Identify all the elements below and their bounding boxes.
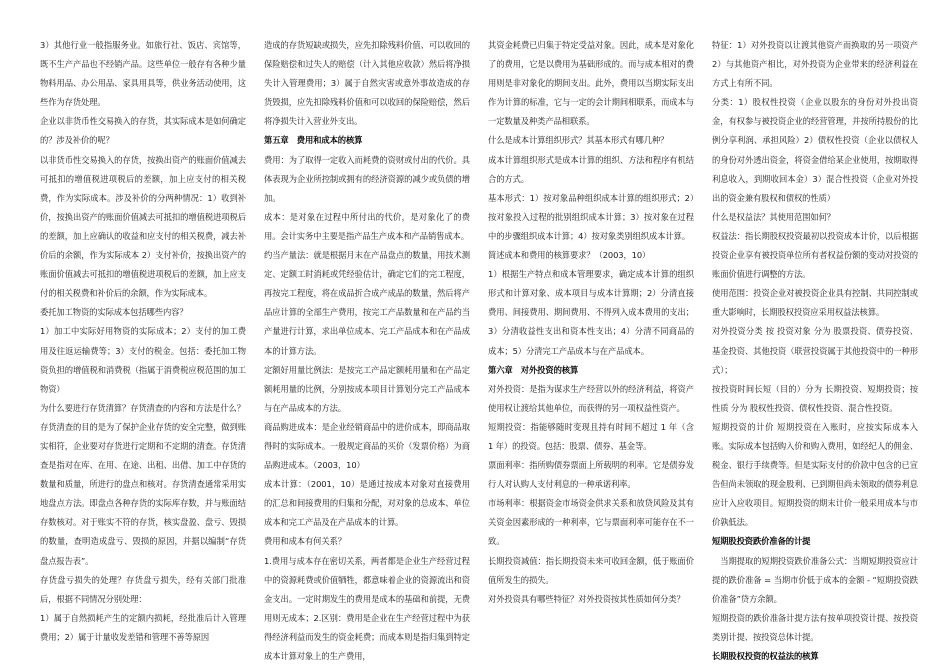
paragraph: 存货盘亏损失的处理？存货盘亏损失，经有关部门批准后，根据不同情况分别处理： [40,574,246,604]
paragraph: 对外投资具有哪些特征？对外投资按其性质如何分类？ [488,593,685,604]
paragraph: 按投资时间长短（目的）分为 长期投资、短期投资；按性质 分为 股权性投资、债权性投资、混合性投资。 [712,383,918,413]
paragraph: 1）根据生产特点和成本管理要求，确定成本计算的组织形式和计算对象、成本项目与成本计算期；2）分清直接费用、间接费用、期间费用、不得列入成本费用的支出；3）分清收益性支出和资本性支出；4）分清不同商品的成本；5）分清完工产品成本与在产品成本。 [488,269,694,356]
paragraph: 费用：为了取得一定收入而耗费的资财或付出的代价。具体表现为企业所控制或拥有的经济资源的减少或负债的增加。 [264,154,470,203]
paragraph: 权益法：指长期股权投资最初以投资成本计价，以后根据投资企业享有被投资单位所有者权益份额的变动对投资的账面价值进行调整的方法。 [712,230,918,280]
paragraph: 短期投资的计价 短期投资在入账时，应按实际成本入账。实际成本包括购入价和购入费用，如经纪人的佣金、税金、银行手续费等。但是实际支付的价款中包含的已宣告但尚未领取的现金股利、已到期但尚未领取的债券利息应计入应收项目。短期投资的期末计价一般采用成本与市价孰低法。 [712,421,918,528]
paragraph: 1）属于自然损耗产生的定额内损耗，经批准后计入管理费用；2）属于计量收发差错和管理不善等原因 [40,612,246,642]
paragraph: 约当产量法：就是根据月末在产品盘点的数量，用技术测定、定额工时消耗或凭经验估计，确定它们的完工程度，再按完工程度，将在成品折合成产成品的数量，然后将产品应计算的全部生产费用，按完工产品数量和在产品约当产量进行计算，求出单位成本、完工产品成本和在产品成本的计算方法。 [264,250,470,356]
section-heading: 第五章 费用和成本的核算 [264,135,363,146]
paragraph: 基本形式：1）按对象品种组织成本计算的组织形式；2）按对象投入过程的批别组织成本计算；3）按对象在过程中的步骤组织成本计算；4）按对象类别组织成本计算。 [488,192,694,241]
paragraph: 当期提取的短期投资跌价准备公式：当期短期投资应计提的跌价准备 = 当期市价低于成本的金额 - “短期投资跌价准备”贷方余额。 [712,555,918,604]
paragraph: 长期投资减值：指长期投资未来可收回金额，低于账面价值所发生的损失。 [488,555,694,585]
text-column-3 [488,36,694,666]
paragraph: 费用和成本有何关系？ [264,536,346,547]
text-column-2 [264,36,470,666]
section-heading: 长期股权投资的权益法的核算 [712,651,819,661]
paragraph: 对外投资：是指为谋求生产经营以外的经济利益，将资产使用权让渡给其他单位，而获得的另一项权益性资产。 [488,383,694,413]
paragraph: 3）其他行业一般指服务业。如旅行社、饭店、宾馆等，既不生产产品也不经销产品。这些单位一般存有各种少量物料用品、办公用品、家具用具等，供业务活动使用，这些作为存货处理。 [40,40,246,108]
paragraph: 1）加工中实际好用物资的实际成本；2）支付的加工费用及往返运输费等；3）支付的税金。包括：委托加工物资负担的增值税和消费税（指属于消费税应税范围的加工物资） [40,326,246,394]
paragraph: 票面利率：指所购债券票面上所载明的利率。它是债券发行人对认购人支付利息的一种承诺利率。 [488,460,694,490]
paragraph: 定额好用量比例法：是按完工产品定额耗用量和在产品定额耗用量的比例，分别按成本项目计算划分完工产品成本与在产品成本的方法。 [264,364,470,413]
paragraph: 对外投资分类 按 投资对象 分为 股票投资、债券投资、基金投资、其他投资（联营投资属于其他投资中的一种形式）； [712,326,918,375]
paragraph: 以非货币性交易换入的存货，按换出资产的账面价值减去可抵扣的增值税进项税后的差额，加上应支付的相关税费，作为实际成本。涉及补价的分两种情况：1）收到补价，按换出资产的账面价值减去可抵扣的增值税进项税后的差额，加上应确认的收益和应支付的相关税费，减去补价后的余额，作为实际成本 2）支付补价，按换出资产的账面价值减去可抵扣的增值税进项税后的差额，加上应支付的相关税费和补价后的余额，作为实际成本。 [40,154,246,299]
paragraph: 其资金耗费已归集于特定受益对象。因此，成本是对象化了的费用，它是以费用为基础形成的。而与成本相对的费用则是非对象化的期间支出。此外，费用以当期实际支出作为计算的标准，它与一定的会计期间相联系，而成本与一定数量及种类产品相联系。 [488,40,694,127]
paragraph: 市场利率：根据资金市场资金供求关系和放贷风险及其有关资金因素形成的一种利率，它与票面利率可能存在不一致。 [488,498,694,547]
paragraph: 1.费用与成本存在密切关系，两者都是企业生产经营过程中的资源耗费或价值牺牲，都意味着企业的资源流出和资金支出。一定时期发生的费用是成本的基础和前提，无费用则无成本；2.区别：费用是企业在生产经营过程中为获得经济利益而发生的资金耗费；而成本则是指归集到特定成本计算对象上的生产费用， [264,555,470,661]
paragraph: 特征：1）对外投资以让渡其他资产而换取的另一项资产 2）与其他资产相比，对外投资为企业带来的经济利益在方式上有所不同。 [712,40,918,89]
paragraph: 成本计算：（2001，10）是通过按成本对象对直接费用的汇总和间接费用的归集和分配，对对象的总成本、单位成本和完工产品及在产品成本的计算。 [264,479,470,528]
text-column-4 [712,36,918,666]
paragraph: 使用范围：投资企业对被投资企业具有控制、共同控制或重大影响时，长期股权投资应采用权益法核算。 [712,288,918,318]
paragraph: 短期投资：指能够随时变现且持有时间不超过 1 年（含 1 年）的投资。包括：股票、债券、基金等。 [488,421,694,451]
section-heading: 第六章 对外投资的核算 [488,364,579,375]
paragraph: 造成的存货短缺或损失，应先扣除残料价值、可以收回的保险赔偿和过失人的赔偿（计入其他应收款）然后将净损失计入管理费用；3）属于自然灾害或意外事故造成的存货毁损，应先扣除残料价值和可以收回的保险赔偿，然后将净损失计入营业外支出。 [264,40,470,127]
section-heading: 短期股投资跌价准备的计提 [712,536,811,547]
paragraph: 企业以非货币性交易换入的存货，其实际成本是如何确定的？涉及补价的呢？ [40,116,246,146]
paragraph: 成本：是对象在过程中所付出的代价，是对象化了的费用。会计实务中主要是指产品生产成本和产品销售成本。 [264,211,470,241]
paragraph: 分类：1）股权性投资（企业以股东的身份对外投出资金，有权参与被投资企业的经营管理，并按所持股份的比例分享利润、承担风险）2）债权性投资（企业以债权人的身份对外透出资金，将资金借给某企业使用，按期取得利息收入，到期收回本金）3）混合性投资（企业对外投出的资金兼有股权和债权的性质） [712,97,918,203]
paragraph: 存货清查的目的是为了保护企业存货的安全完整，做到账实相符，企业要对存货进行定期和不定期的清查。存货清查是指对在库、在用、在途、出租、出借、加工中存货的数量和质量，所进行的盘点和核对。存货清查通常采用实地盘点方法。即盘点各种存货的实际库存数，并与账面结存数核对。对于账实不符的存货，核实盘盈、盘亏、毁损的数量，查明造成盘亏、毁损的原因，并据以编制“存货盘点报告表”。 [40,421,246,566]
paragraph: 短期投资的跌价准备计提方法有按单项投资计提、按投资类别计提、按投资总体计提。 [712,612,918,642]
paragraph: 委托加工物资的实际成本包括哪些内容？ [40,307,188,318]
text-column-1 [40,36,246,666]
paragraph: 为什么要进行存货清算？存货清查的内容和方法是什么？ [40,402,245,413]
paragraph: 什么是成本计算组织形式？其基本形式有哪几种？ [488,135,669,146]
paragraph: 成本计算组织形式是成本计算的组织、方法和程序有机结合的方式。 [488,154,694,184]
paragraph: 简述成本和费用的核算要求？（2003，10） [488,250,651,261]
paragraph: 什么是权益法？其使用范围如何？ [712,211,835,222]
paragraph: 商品购进成本：是企业经销商品中的进价成本，即商品取得时的实际成本。一般规定商品的买价（发票价格）为商品购进成本。（2003，10） [264,421,470,471]
